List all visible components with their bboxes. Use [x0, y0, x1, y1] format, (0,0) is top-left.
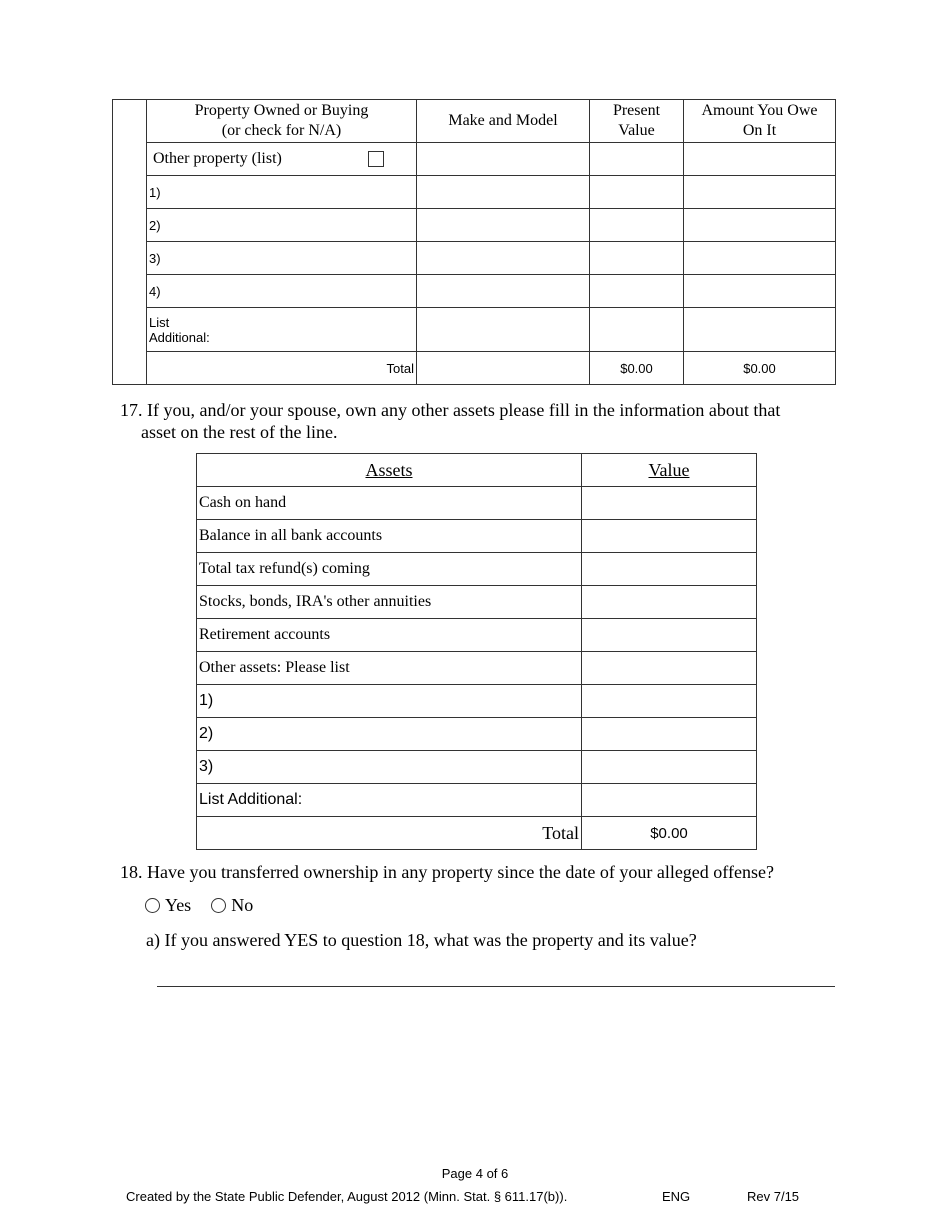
make-model-input[interactable]	[417, 209, 590, 242]
table-row	[113, 275, 836, 308]
header-owe-line2: On It	[742, 122, 777, 139]
asset-other-input-3[interactable]: 3)	[197, 751, 582, 784]
table-row	[197, 784, 757, 817]
amount-owe-input[interactable]	[684, 275, 836, 308]
header-property-line1: Property Owned or Buying	[194, 102, 369, 119]
radio-yes-label: Yes	[165, 895, 192, 915]
table-row	[113, 176, 836, 209]
amount-owe-input[interactable]	[684, 209, 836, 242]
transfer-radio-group	[145, 895, 273, 916]
make-model-input[interactable]	[417, 308, 590, 352]
na-checkbox[interactable]	[368, 151, 384, 167]
table-row	[197, 652, 757, 685]
header-assets: Assets	[197, 454, 582, 487]
asset-value-input[interactable]	[582, 619, 757, 652]
table-row	[197, 487, 757, 520]
table-row	[113, 242, 836, 275]
list-additional-line2: Additional:	[149, 329, 210, 345]
present-value-total: $0.00	[590, 352, 684, 385]
question-17-line1: 17. If you, and/or your spouse, own any other assets please fill in the information about that	[120, 400, 781, 420]
asset-value-input[interactable]	[582, 586, 757, 619]
table-row	[197, 718, 757, 751]
make-model-input[interactable]	[417, 176, 590, 209]
assets-header-row	[197, 454, 757, 487]
header-present-line1: Present	[612, 102, 661, 119]
header-property	[147, 100, 417, 143]
asset-other-input-1[interactable]: 1)	[197, 685, 582, 718]
table-row	[197, 619, 757, 652]
amount-owe-input[interactable]	[684, 308, 836, 352]
radio-no-option[interactable]	[211, 895, 253, 916]
list-additional-line1: List	[149, 314, 170, 330]
asset-stocks-bonds: Stocks, bonds, IRA's other annuities	[197, 586, 582, 619]
header-present-line2: Value	[618, 122, 655, 139]
property-table-header	[113, 100, 836, 143]
page-number: Page 4 of 6	[441, 1166, 509, 1181]
property-total-label: Total	[147, 352, 417, 385]
radio-yes-option[interactable]	[145, 895, 191, 916]
property-input-3[interactable]: 3)	[147, 242, 417, 275]
asset-value-input[interactable]	[582, 685, 757, 718]
asset-other-input-2[interactable]: 2)	[197, 718, 582, 751]
question-18: 18. Have you transferred ownership in any property since the date of your alleged offense?	[120, 862, 774, 882]
make-model-input[interactable]	[417, 143, 590, 176]
present-value-input[interactable]	[590, 275, 684, 308]
asset-tax-refund: Total tax refund(s) coming	[197, 553, 582, 586]
present-value-input[interactable]	[590, 242, 684, 275]
property-list-additional-input[interactable]	[147, 308, 417, 352]
assets-table	[196, 453, 757, 850]
table-row	[113, 308, 836, 352]
asset-value-input[interactable]	[582, 520, 757, 553]
footer-revision: Rev 7/15	[747, 1189, 800, 1204]
present-value-input[interactable]	[590, 209, 684, 242]
radio-yes-circle-icon[interactable]	[145, 898, 160, 913]
question-17-line2: asset on the rest of the line.	[141, 422, 338, 442]
header-property-line2: (or check for N/A)	[221, 122, 342, 139]
question-17	[120, 399, 820, 443]
present-value-input[interactable]	[590, 308, 684, 352]
asset-bank-balance: Balance in all bank accounts	[197, 520, 582, 553]
make-model-input[interactable]	[417, 275, 590, 308]
answer-line-input[interactable]	[157, 986, 835, 987]
asset-value-input[interactable]	[582, 718, 757, 751]
property-table	[112, 99, 836, 385]
asset-other-label: Other assets: Please list	[197, 652, 582, 685]
footer-created-by: Created by the State Public Defender, August 2012 (Minn. Stat. § 611.17(b)).	[126, 1189, 568, 1204]
property-input-1[interactable]: 1)	[147, 176, 417, 209]
table-row	[197, 685, 757, 718]
present-value-input[interactable]	[590, 143, 684, 176]
header-make-model: Make and Model	[417, 100, 590, 143]
asset-cash-on-hand: Cash on hand	[197, 487, 582, 520]
make-model-input[interactable]	[417, 242, 590, 275]
header-amount-owe	[684, 100, 836, 143]
table-gutter	[113, 100, 147, 385]
table-row	[113, 209, 836, 242]
present-value-input[interactable]	[590, 176, 684, 209]
amount-owe-input[interactable]	[684, 143, 836, 176]
other-property-cell	[147, 143, 417, 176]
asset-value-input[interactable]	[582, 751, 757, 784]
footer-language: ENG	[662, 1189, 691, 1204]
asset-value-input[interactable]	[582, 652, 757, 685]
assets-total-row	[197, 817, 757, 850]
make-model-total	[417, 352, 590, 385]
asset-retirement: Retirement accounts	[197, 619, 582, 652]
other-property-label: Other property (list)	[153, 150, 282, 167]
assets-total-value: $0.00	[582, 817, 757, 850]
amount-owe-total: $0.00	[684, 352, 836, 385]
asset-value-input[interactable]	[582, 487, 757, 520]
header-present-value	[590, 100, 684, 143]
asset-value-input[interactable]	[582, 784, 757, 817]
asset-list-additional-input[interactable]: List Additional:	[197, 784, 582, 817]
table-row	[197, 586, 757, 619]
amount-owe-input[interactable]	[684, 176, 836, 209]
table-row	[113, 143, 836, 176]
table-row	[197, 751, 757, 784]
table-row	[197, 553, 757, 586]
table-row	[197, 520, 757, 553]
property-input-2[interactable]: 2)	[147, 209, 417, 242]
header-value: Value	[582, 454, 757, 487]
header-owe-line1: Amount You Owe	[701, 102, 818, 119]
radio-no-circle-icon[interactable]	[211, 898, 226, 913]
property-input-4[interactable]: 4)	[147, 275, 417, 308]
amount-owe-input[interactable]	[684, 242, 836, 275]
radio-no-label: No	[231, 895, 254, 915]
assets-total-label: Total	[197, 817, 582, 850]
table-total-row	[113, 352, 836, 385]
question-18a: a) If you answered YES to question 18, what was the property and its value?	[146, 930, 697, 950]
asset-value-input[interactable]	[582, 553, 757, 586]
